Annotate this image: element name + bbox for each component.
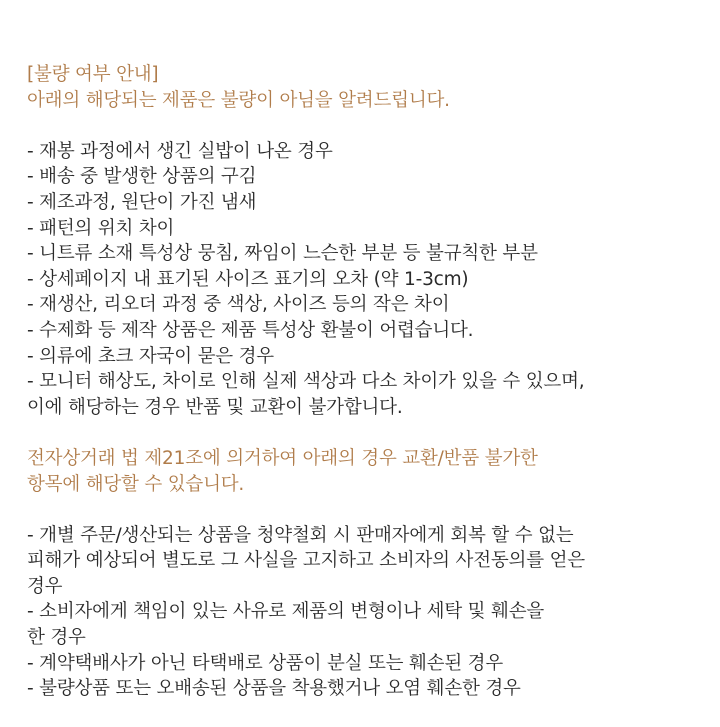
list-item: - 배송 중 발생한 상품의 구김 [27, 166, 257, 188]
list-item: - 상세페이지 내 표기된 사이즈 표기의 오차 (약 1-3cm) [27, 268, 469, 290]
list-item: - 제조과정, 원단이 가진 냄새 [27, 191, 257, 213]
non-returnable-list [27, 523, 707, 702]
spacer [27, 420, 707, 446]
list-item: - 패턴의 위치 차이 [27, 217, 175, 239]
list-item: 경우 [27, 575, 63, 597]
list-item: - 수제화 등 제작 상품은 제품 특성상 환불이 어렵습니다. [27, 319, 474, 341]
law-heading-line-2: 항목에 해당할 수 있습니다. [27, 473, 245, 495]
list-item: 한 경우 [27, 627, 86, 649]
list-item: - 니트류 소재 특성상 뭉침, 짜임이 느슨한 부분 등 불규칙한 부분 [27, 243, 538, 265]
defect-exclusion-list [27, 139, 707, 421]
spacer [27, 497, 707, 523]
spacer [27, 113, 707, 139]
defect-notice-closing: 이에 해당하는 경우 반품 및 교환이 불가합니다. [27, 396, 403, 418]
defect-notice-heading: [불량 여부 안내] [27, 64, 159, 85]
law-heading-line-1: 전자상거래 법 제21조에 의거하여 아래의 경우 교환/반품 불가한 [27, 447, 538, 469]
list-item: - 재생산, 리오더 과정 중 색상, 사이즈 등의 작은 차이 [27, 294, 450, 316]
policy-document [27, 62, 707, 702]
list-item: - 개별 주문/생산되는 상품을 청약철회 시 판매자에게 회복 할 수 없는 [27, 524, 574, 546]
list-item: 피해가 예상되어 별도로 그 사실을 고지하고 소비자의 사전동의를 얻은 [27, 550, 585, 572]
list-item: - 모니터 해상도, 차이로 인해 실제 색상과 다소 차이가 있을 수 있으며, [27, 371, 585, 393]
list-item: - 재봉 과정에서 생긴 실밥이 나온 경우 [27, 140, 333, 162]
list-item: - 의류에 초크 자국이 묻은 경우 [27, 345, 274, 367]
list-item: - 소비자에게 책임이 있는 사유로 제품의 변형이나 세탁 및 훼손을 [27, 601, 545, 623]
defect-notice-intro: 아래의 해당되는 제품은 불량이 아님을 알려드립니다. [27, 89, 450, 111]
list-item: - 계약택배사가 아닌 타택배로 상품이 분실 또는 훼손된 경우 [27, 652, 504, 674]
list-item: - 불량상품 또는 오배송된 상품을 착용했거나 오염 훼손한 경우 [27, 678, 521, 700]
